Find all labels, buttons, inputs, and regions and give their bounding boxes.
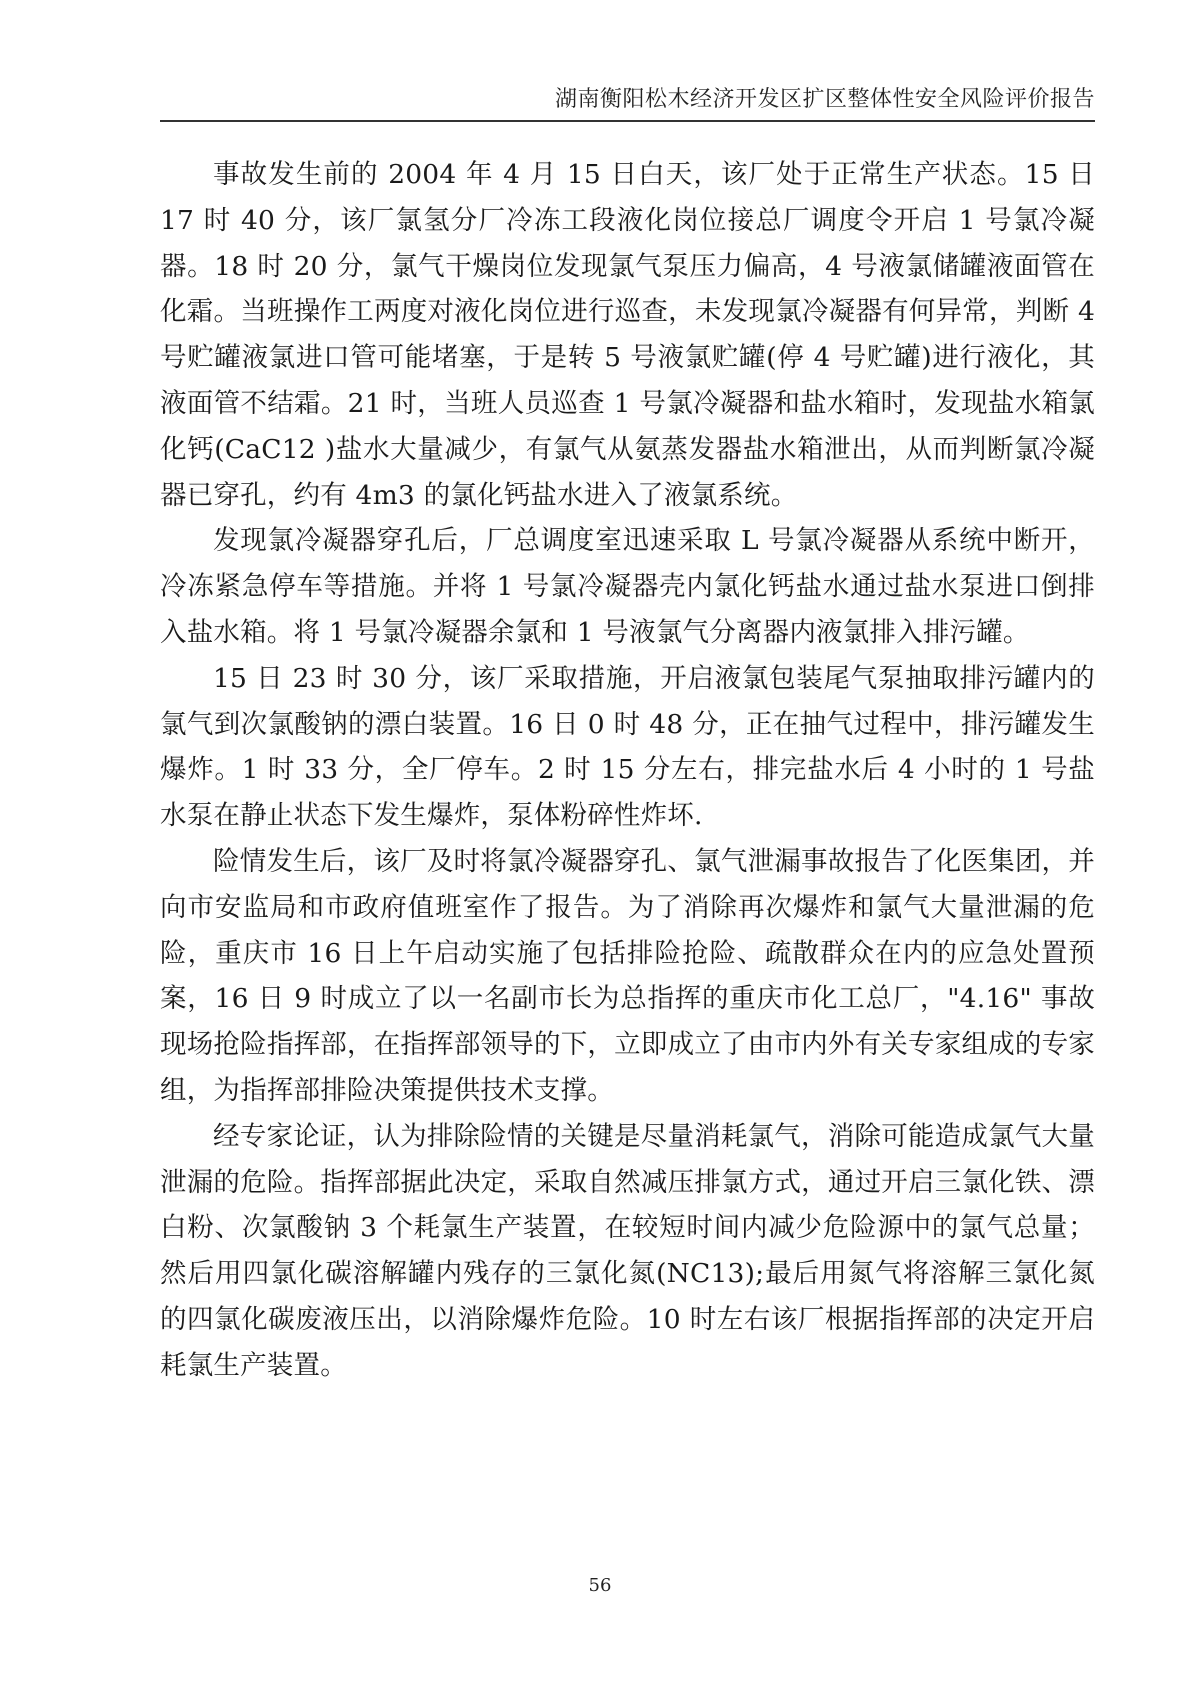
body-text	[160, 152, 1095, 1389]
paragraph-5: 经专家论证，认为排除险情的关键是尽量消耗氯气，消除可能造成氯气大量泄漏的危险。指挥部据此决定，采取自然减压排氯方式，通过开启三氯化铁、漂白粉、次氯酸钠 3 个耗氯生产装置，在较短时间内减少危险源中的氯气总量；然后用四氯化碳溶解罐内残存的三氯化氮(NC13);最后用氮气将溶解三氯化氮的四氯化碳废液压出，以消除爆炸危险。10 时左右该厂根据指挥部的决定开启耗氯生产装置。	[160, 1120, 1095, 1381]
page-number: 56	[588, 1575, 612, 1596]
page-header	[160, 82, 1095, 122]
paragraph-3: 15 日 23 时 30 分，该厂采取措施，开启液氯包装尾气泵抽取排污罐内的氯气到次氯酸钠的漂白装置。16 日 0 时 48 分，正在抽气过程中，排污罐发生爆炸。1 时 33 分，全厂停车。2 时 15 分左右，排完盐水后 4 小时的 1 号盐水泵在静止状态下发生爆炸，泵体粉碎性炸坏.	[160, 662, 1095, 832]
paragraph-4: 险情发生后，该厂及时将氯冷凝器穿孔、氯气泄漏事故报告了化医集团，并向市安监局和市政府值班室作了报告。为了消除再次爆炸和氯气大量泄漏的危险，重庆市 16 日上午启动实施了包括排险抢险、疏散群众在内的应急处置预案，16 日 9 时成立了以一名副市长为总指挥的重庆市化工总厂，"4.16" 事故现场抢险指挥部，在指挥部领导的下，立即成立了由市内外有关专家组成的专家组，为指挥部排险决策提供技术支撑。	[160, 845, 1095, 1106]
paragraph-2: 发现氯冷凝器穿孔后，厂总调度室迅速采取 L 号氯冷凝器从系统中断开，冷冻紧急停车等措施。并将 1 号氯冷凝器壳内氯化钙盐水通过盐水泵进口倒排入盐水箱。将 1 号氯冷凝器余氯和 1 号液氯气分离器内液氯排入排污罐。	[160, 525, 1095, 648]
report-title: 湖南衡阳松木经济开发区扩区整体性安全风险评价报告	[554, 87, 1095, 112]
paragraph-1: 事故发生前的 2004 年 4 月 15 日白天，该厂处于正常生产状态。15 日 17 时 40 分，该厂氯氢分厂冷冻工段液化岗位接总厂调度令开启 1 号氯冷凝器。18 时 20 分，氯气干燥岗位发现氯气泵压力偏高，4 号液氯储罐液面管在化霜。当班操作工两度对液化岗位进行巡查，未发现氯冷凝器有何异常，判断 4 号贮罐液氯进口管可能堵塞，于是转 5 号液氯贮罐(停 4 号贮罐)进行液化，其液面管不结霜。21 时，当班人员巡查 1 号氯冷凝器和盐水箱时，发现盐水箱氯化钙(CaC12 )盐水大量减少，有氯气从氨蒸发器盐水箱泄出，从而判断氯冷凝器已穿孔，约有 4m3 的氯化钙盐水进入了液氯系统。	[160, 159, 1095, 511]
